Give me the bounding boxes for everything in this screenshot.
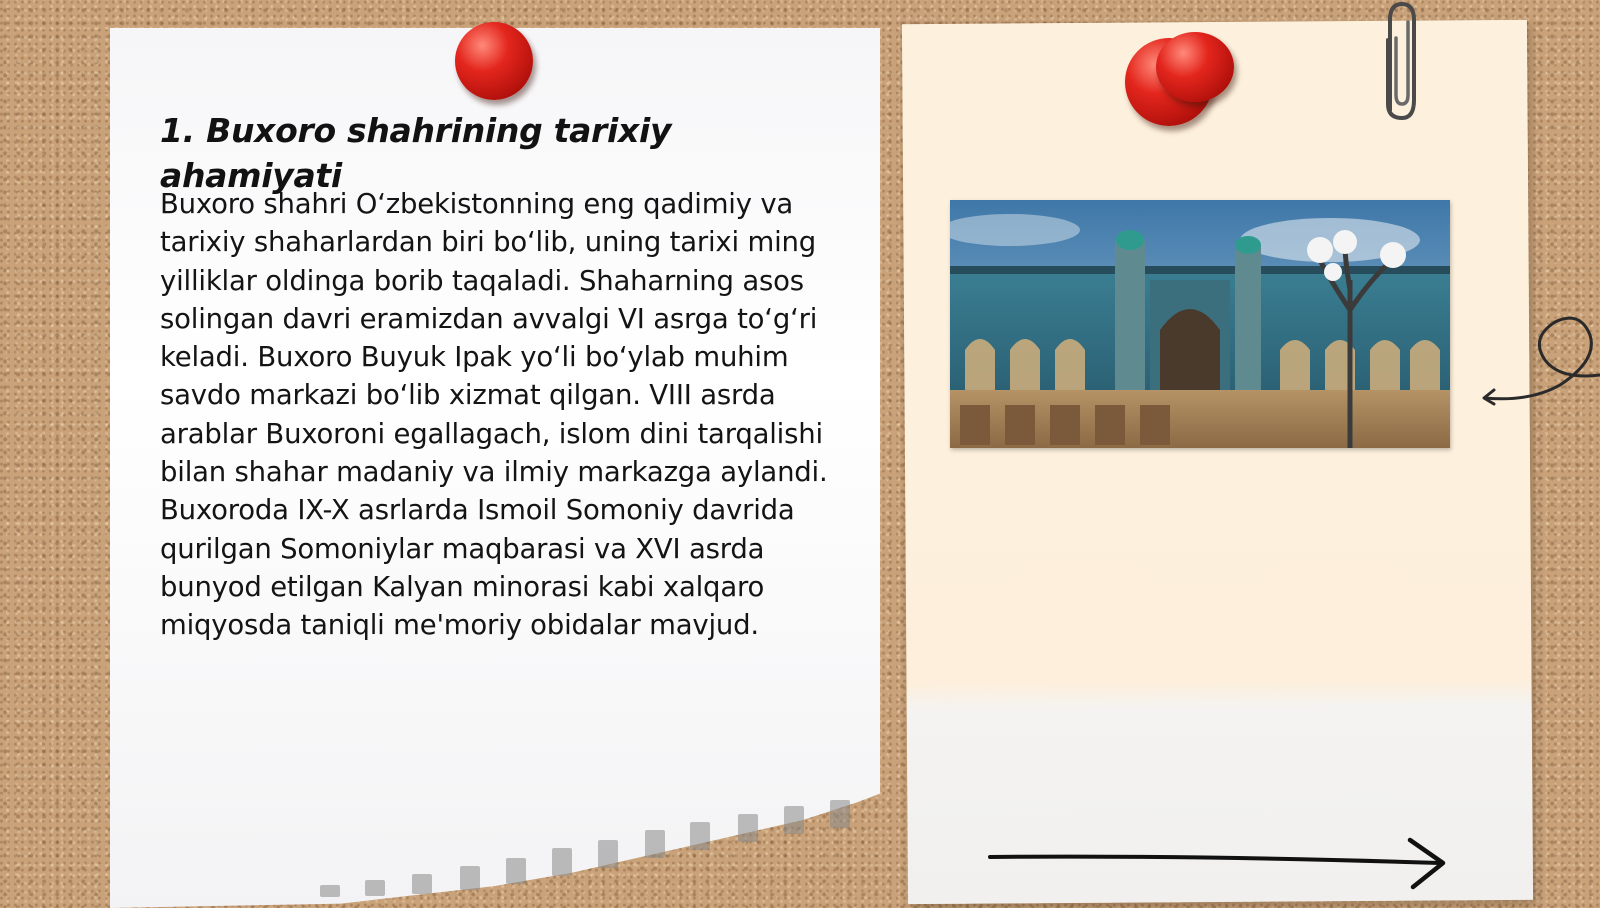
right-arrow-icon bbox=[985, 835, 1455, 895]
curly-arrow-icon bbox=[1480, 310, 1600, 410]
right-note-paper bbox=[902, 20, 1533, 904]
red-pushpin-icon bbox=[1156, 32, 1234, 102]
historic-madrasa-photo bbox=[950, 200, 1450, 448]
red-pushpin-icon bbox=[455, 22, 533, 100]
paperclip-icon bbox=[1378, 0, 1422, 125]
slide-title: 1. Buxoro shahrining tarixiy ahamiyati bbox=[160, 111, 672, 195]
slide-body-text: Buxoro shahri O‘zbekistonning eng qadimiy va tarixiy shaharlardan biri bo‘lib, uning tarixi ming yilliklar oldinga borib taqaladi. Shaharning asos solingan davri eramizdan avvalgi VI asrga to‘g‘ri keladi. Buxoro Buyuk Ipak yo‘li bo‘ylab muhim savdo markazi bo‘lib xizmat qilgan. VIII asrda arablar Buxoroni egallagach, islom dini tarqalishi bilan shahar madaniy va ilmiy markazga aylandi. Buxoroda IX-X asrlarda Ismoil Somoniy davrida qurilgan Somoniylar maqbarasi va XVI asrda bunyod etilgan Kalyan minorasi kabi xalqaro miqyosda taniqli me'moriy obidalar mavjud. bbox=[160, 188, 828, 642]
torn-notebook-edge bbox=[320, 800, 880, 900]
